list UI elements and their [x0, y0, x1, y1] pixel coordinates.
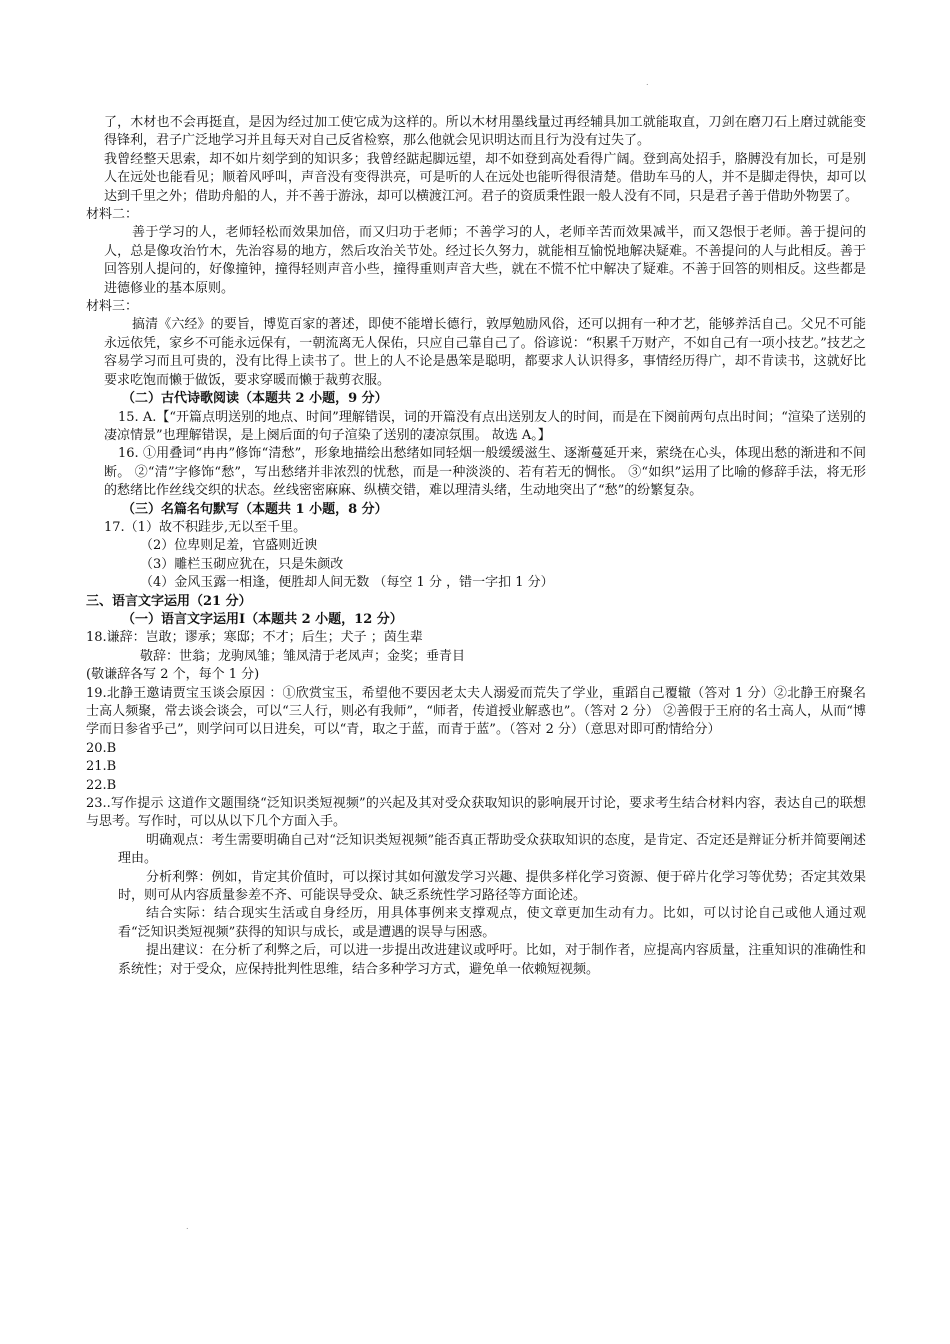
header-dot: . [646, 78, 649, 87]
paragraph: 我曾经整天思索，却不如片刻学到的知识多；我曾经踮起脚远望，却不如登到高处看得广阔。登到高处招手，胳膊没有加长，可是别人在远处也能看见；顺着风呼叫，声音没有变得洪亮，可是听的人在远处也能听得很清楚。借助车马的人，并不是脚走得快，却可以达到千里之外；借助舟船的人，并不善于游泳，却可以横渡江河。君子的资质秉性跟一般人没有不同，只是君子善于借助外物罢了。 [104, 151, 866, 204]
paragraph: （2）位卑则足羞，官盛则近谀 [140, 538, 318, 554]
paragraph: 提出建议：在分析了利弊之后，可以进一步提出改进建议或呼吁。比如，对于制作者，应提高内容质量，注重知识的准确性和系统性；对于受众，应保持批判性思维，结合多种学习方式，避免单一依赖短视频。 [118, 943, 866, 977]
paragraph: 材料二： [86, 207, 139, 223]
section-heading: （一）语言文字运用Ⅰ（本题共 2 小题，12 分） [122, 611, 403, 627]
paragraph: 20.B [86, 740, 117, 756]
section-heading: （二）古代诗歌阅读（本题共 2 小题，9 分） [122, 391, 388, 407]
paragraph: 了，木材也不会再挺直，是因为经过加工使它成为这样的。所以木材用墨线量过再经辅具加工就能取直，刀剑在磨刀石上磨过就能变得锋利，君子广泛地学习并且每天对自己反省检察，那么他就会见识明达而且行为没有过失了。 [104, 115, 866, 149]
paragraph: 善于学习的人，老师轻松而效果加倍，而又归功于老师；不善学习的人，老师辛苦而效果减半，而又怨恨于老师。善于提问的人，总是像攻治竹木，先治容易的地方，然后攻治关节处。经过长久努力，就能相互愉悦地解决疑难。不善提问的人与此相反。善于回答别人提问的，好像撞钟，撞得轻则声音小些，撞得重则声音大些，就在不慌不忙中解决了疑难。不善于回答的则相反。这些都是进德修业的基本原则。 [104, 225, 866, 296]
paragraph: (敬谦辞各写 2 个，每个 1 分) [86, 667, 260, 683]
section-heading: （三）名篇名句默写（本题共 1 小题，8 分） [122, 501, 388, 517]
paragraph: 材料三： [86, 299, 139, 315]
paragraph: 21.B [86, 759, 117, 775]
paragraph: 17.（1）故不积跬步,无以至千里。 [104, 519, 307, 535]
paragraph: 分析利弊：例如，肯定其价值时，可以探讨其如何激发学习兴趣、提供多样化学习资源、便于碎片化学习等优势；否定其效果时，则可从内容质量参差不齐、可能误导受众、缺乏系统性学习路径等方面论述。 [118, 869, 866, 904]
paragraph: 敬辞：世翁；龙驹凤雏；雏凤清于老凤声；金奖；垂青目 [140, 648, 466, 664]
paragraph: 明确观点：考生需要明确自己对“泛知识类短视频”能否真正帮助受众获取知识的态度，是肯定、否定还是辩证分析并简要阐述理由。 [118, 832, 866, 867]
paragraph: 16. ①用叠词“冉冉”修饰“清愁”，形象地描绘出愁绪如同轻烟一般缓缓滋生、逐渐蔓延开来，萦绕在心头，体现出愁的渐进和不间断。 ②“清”字修饰“愁”，写出愁绪并非浓烈的忧愁，而是一种淡淡的、若有若无的惆怅。 ③“如织”运用了比喻的修辞手法，将无形的愁绪比作丝线交织的状态。丝线密密麻麻、纵横交错，难以理清头绪，生动地突出了“愁”的纷繁复杂。 [104, 446, 866, 499]
paragraph: 15. A.【“开篇点明送别的地点、时间”理解错误，词的开篇没有点出送别友人的时间，而是在下阕前两句点出时间；“渲染了送别的凄凉情景”也理解错误，是上阕后面的句子渲染了送别的凄凉氛围。 故选 A。】 [104, 409, 866, 443]
paragraph: 18.谦辞：岂敢；谬承；寒邸；不才；后生；犬子 ；茵生辈 [86, 630, 423, 646]
paragraph: 23..写作提示 这道作文题围绕“泛知识类短视频”的兴起及其对受众获取知识的影响展开讨论，要求考生结合材料内容，表达自己的联想与思考。写作时，可以从以下几个方面入手。 [86, 796, 866, 830]
answer-content [86, 114, 866, 979]
footer-dot: . [186, 1222, 189, 1231]
section-heading: 三、语言文字运用（21 分） [86, 593, 252, 609]
paragraph: 搞清《六经》的要旨，博览百家的著述，即使不能增长德行，敦厚勉励风俗，还可以拥有一种才艺，能够养活自己。父兄不可能永远依凭，家乡不可能永远保有，一朝流离无人保佑，只应自己靠自己了。俗谚说：“积累千万财产，不如自己有一项小技艺。”技艺之容易学习而且可贵的，没有比得上读书了。世上的人不论是愚笨是聪明，都要求人认识得多，事情经历得广，却不肯读书，这就好比要求吃饱而懒于做饭，要求穿暖而懒于裁剪衣服。 [104, 317, 866, 388]
paragraph: （4）金风玉露一相逢，便胜却人间无数 （每空 1 分 ，错一字扣 1 分） [140, 575, 554, 591]
paragraph: 22.B [86, 777, 117, 793]
paragraph: 19.北静王邀请贾宝玉谈会原因 ：①欣赏宝玉，希望他不要因老太夫人溺爱而荒失了学业，重蹈自己覆辙（答对 1 分）②北静王府聚名士高人频聚，常去谈会谈会，可以“三人行，则必有我师”，“师者，传道授业解惑也”。（答对 2 分） ②善假于王府的名士高人，从而“博学而日参省乎己”，则学问可以日进矣，可以“青，取之于蓝，而青于蓝”。（答对 2 分）（意思对即可酌情给分） [86, 685, 866, 738]
paragraph: 结合实际：结合现实生活或自身经历，用具体事例来支撑观点，使文章更加生动有力。比如，可以讨论自己或他人通过观看“泛知识类短视频”获得的知识与成长，或是遭遇的误导与困惑。 [118, 906, 866, 940]
paragraph: （3）雕栏玉砌应犹在，只是朱颜改 [140, 556, 344, 572]
